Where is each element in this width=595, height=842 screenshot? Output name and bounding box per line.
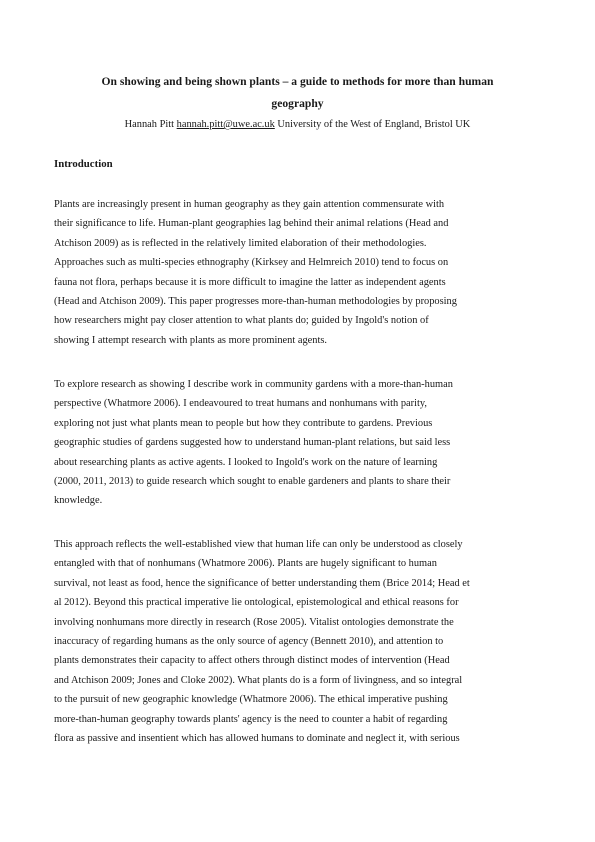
paragraph-line: Approaches such as multi-species ethnography (Kirksey and Helmreich 2010) tend to focus on	[54, 257, 449, 269]
title-line-1: On showing and being shown plants – a guide to methods for more than human	[101, 75, 494, 88]
paragraph-line: To explore research as showing I describe work in community gardens with a more-than-human	[54, 379, 453, 390]
paragraph-line: inaccuracy of regarding humans as the only source of agency (Bennett 2010), and attention to	[54, 635, 444, 647]
paragraph-line: plants demonstrates their capacity to affect others through distinct modes of intervention (Head	[54, 655, 450, 667]
paragraph-line: their significance to life. Human-plant geographies lag behind their animal relations (Head and	[54, 218, 449, 230]
paragraph-line: more-than-human geography towards plants' agency is the need to counter a habit of regarding	[54, 713, 448, 725]
author-email-link[interactable]: hannah.pitt@uwe.ac.uk	[176, 119, 275, 130]
paragraph-line: knowledge.	[54, 495, 103, 507]
author-line	[54, 117, 541, 133]
author-name: Hannah Pitt	[124, 119, 175, 130]
paragraph-line: geographic studies of gardens suggested how to understand human-plant relations, but said less	[54, 437, 451, 449]
paragraph-line: survival, not least as food, hence the significance of better understanding them (Brice 2014; Head et	[54, 577, 470, 589]
paragraph-line: to the pursuit of new geographic knowledge (Whatmore 2006). The ethical imperative pushing	[54, 694, 448, 706]
paragraph-line: Atchison 2009) as is reflected in the relatively limited elaboration of their methodologies.	[54, 237, 427, 249]
paragraph-line: showing I attempt research with plants as more prominent agents.	[54, 334, 327, 346]
paragraph-line: exploring not just what plants mean to people but how they contribute to gardens. Previous	[54, 417, 433, 429]
paragraph-line: how researchers might pay closer attention to what plants do; guided by Ingold's notion of	[54, 315, 429, 327]
paragraph-line: fauna not flora, perhaps because it is more difficult to imagine the latter as independent agents	[54, 276, 446, 288]
paragraph-line: and Atchison 2009; Jones and Cloke 2002). What plants do is a form of livingness, and so integral	[54, 674, 463, 686]
paragraph-line: involving nonhumans more directly in research (Rose 2005). Vitalist ontologies demonstrate the	[54, 616, 454, 628]
paragraph-2	[54, 375, 555, 511]
paper-title	[54, 71, 541, 115]
paragraph-line: (Head and Atchison 2009). This paper progresses more-than-human methodologies by proposing	[54, 295, 457, 307]
paragraph-line: Plants are increasingly present in human geography as they gain attention commensurate with	[54, 199, 445, 210]
paragraph-line: al 2012). Beyond this practical imperative lie ontological, epistemological and ethical reasons for	[54, 597, 459, 609]
paragraph-3	[54, 535, 555, 748]
section-heading: Introduction	[54, 158, 113, 170]
paragraph-line: (2000, 2011, 2013) to guide research which sought to enable gardeners and plants to share their	[54, 475, 451, 487]
author-affiliation: University of the West of England, Bristol UK	[277, 119, 471, 130]
paragraph-1	[54, 195, 555, 350]
title-line-2: geography	[271, 97, 324, 110]
paragraph-line: about researching plants as active agents. I looked to Ingold's work on the nature of learning	[54, 456, 438, 468]
paragraph-line: perspective (Whatmore 2006). I endeavoured to treat humans and nonhumans with parity,	[54, 398, 427, 410]
paragraph-line: entangled with that of nonhumans (Whatmore 2006). Plants are hugely significant to human	[54, 558, 437, 570]
paragraph-line: flora as passive and insentient which has allowed humans to dominate and neglect it, with serious	[54, 732, 460, 744]
paragraph-line: This approach reflects the well-established view that human life can only be understood as closely	[54, 539, 463, 550]
